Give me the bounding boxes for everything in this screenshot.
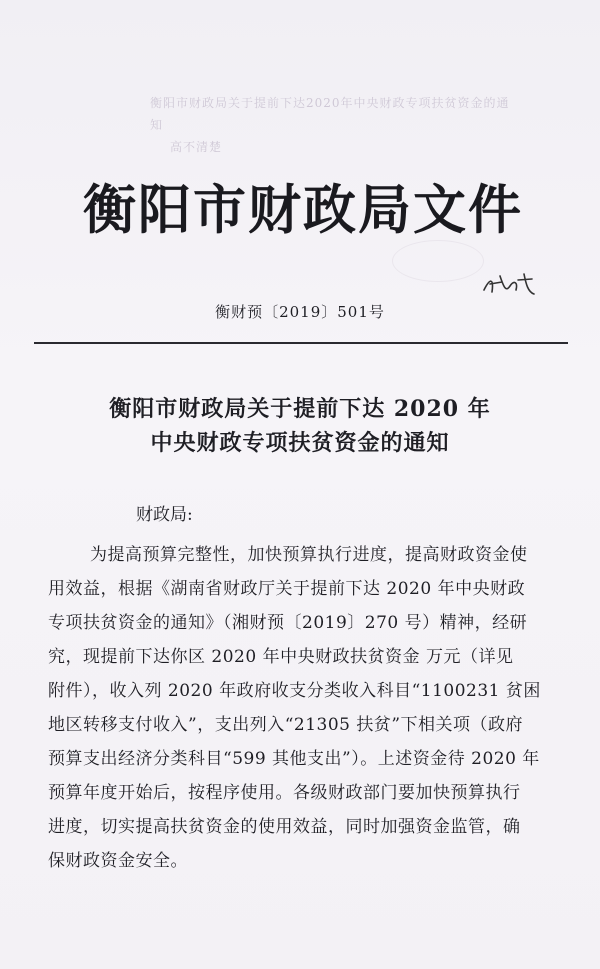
notice-title-line-1: 衡阳市财政局关于提前下达 2020 年 bbox=[109, 396, 491, 422]
bleed-line: 高不清楚 bbox=[170, 140, 223, 154]
body-paragraph-line: 用效益，根据《湖南省财政厅关于提前下达 2020 年中央财政 bbox=[48, 579, 526, 599]
document-header-title: 衡阳市财政局文件 bbox=[83, 179, 523, 241]
body-paragraph-line: 专项扶贫资金的通知》（湘财预〔2019〕270 号）精神，经研 bbox=[48, 613, 528, 633]
document-number: 衡财预〔2019〕501号 bbox=[215, 303, 385, 321]
body-paragraph-line: 究，现提前下达你区 2020 年中央财政扶贫资金 万元（详见 bbox=[48, 647, 514, 667]
bleed-through-text bbox=[150, 92, 510, 158]
body-paragraph-line: 进度，切实提高扶贫资金的使用效益，同时加强资金监管，确 bbox=[48, 817, 521, 837]
notice-title-line-2: 中央财政专项扶贫资金的通知 bbox=[150, 430, 450, 456]
faint-stamp-mark bbox=[392, 240, 484, 282]
body-paragraph-line: 预算年度开始后，按程序使用。各级财政部门要加快预算执行 bbox=[48, 783, 521, 803]
body-paragraph-line: 附件），收入列 2020 年政府收支分类收入科目“1100231 贫困 bbox=[48, 681, 541, 701]
body-paragraph-line: 为提高预算完整性，加快预算执行进度，提高财政资金使 bbox=[90, 545, 528, 565]
body-paragraph-line: 地区转移支付收入”，支出列入“21305 扶贫”下相关项（政府 bbox=[48, 715, 524, 735]
body-paragraph-line: 保财政资金安全。 bbox=[48, 851, 188, 871]
bleed-line: 衡阳市财政局关于提前下达2020年中央财政专项扶贫资金的通知 bbox=[150, 96, 510, 132]
handwritten-signature bbox=[480, 270, 540, 300]
header-divider bbox=[34, 342, 568, 344]
body-paragraph-line: 预算支出经济分类科目“599 其他支出”）。上述资金待 2020 年 bbox=[48, 749, 540, 769]
salutation: 财政局: bbox=[136, 505, 193, 525]
